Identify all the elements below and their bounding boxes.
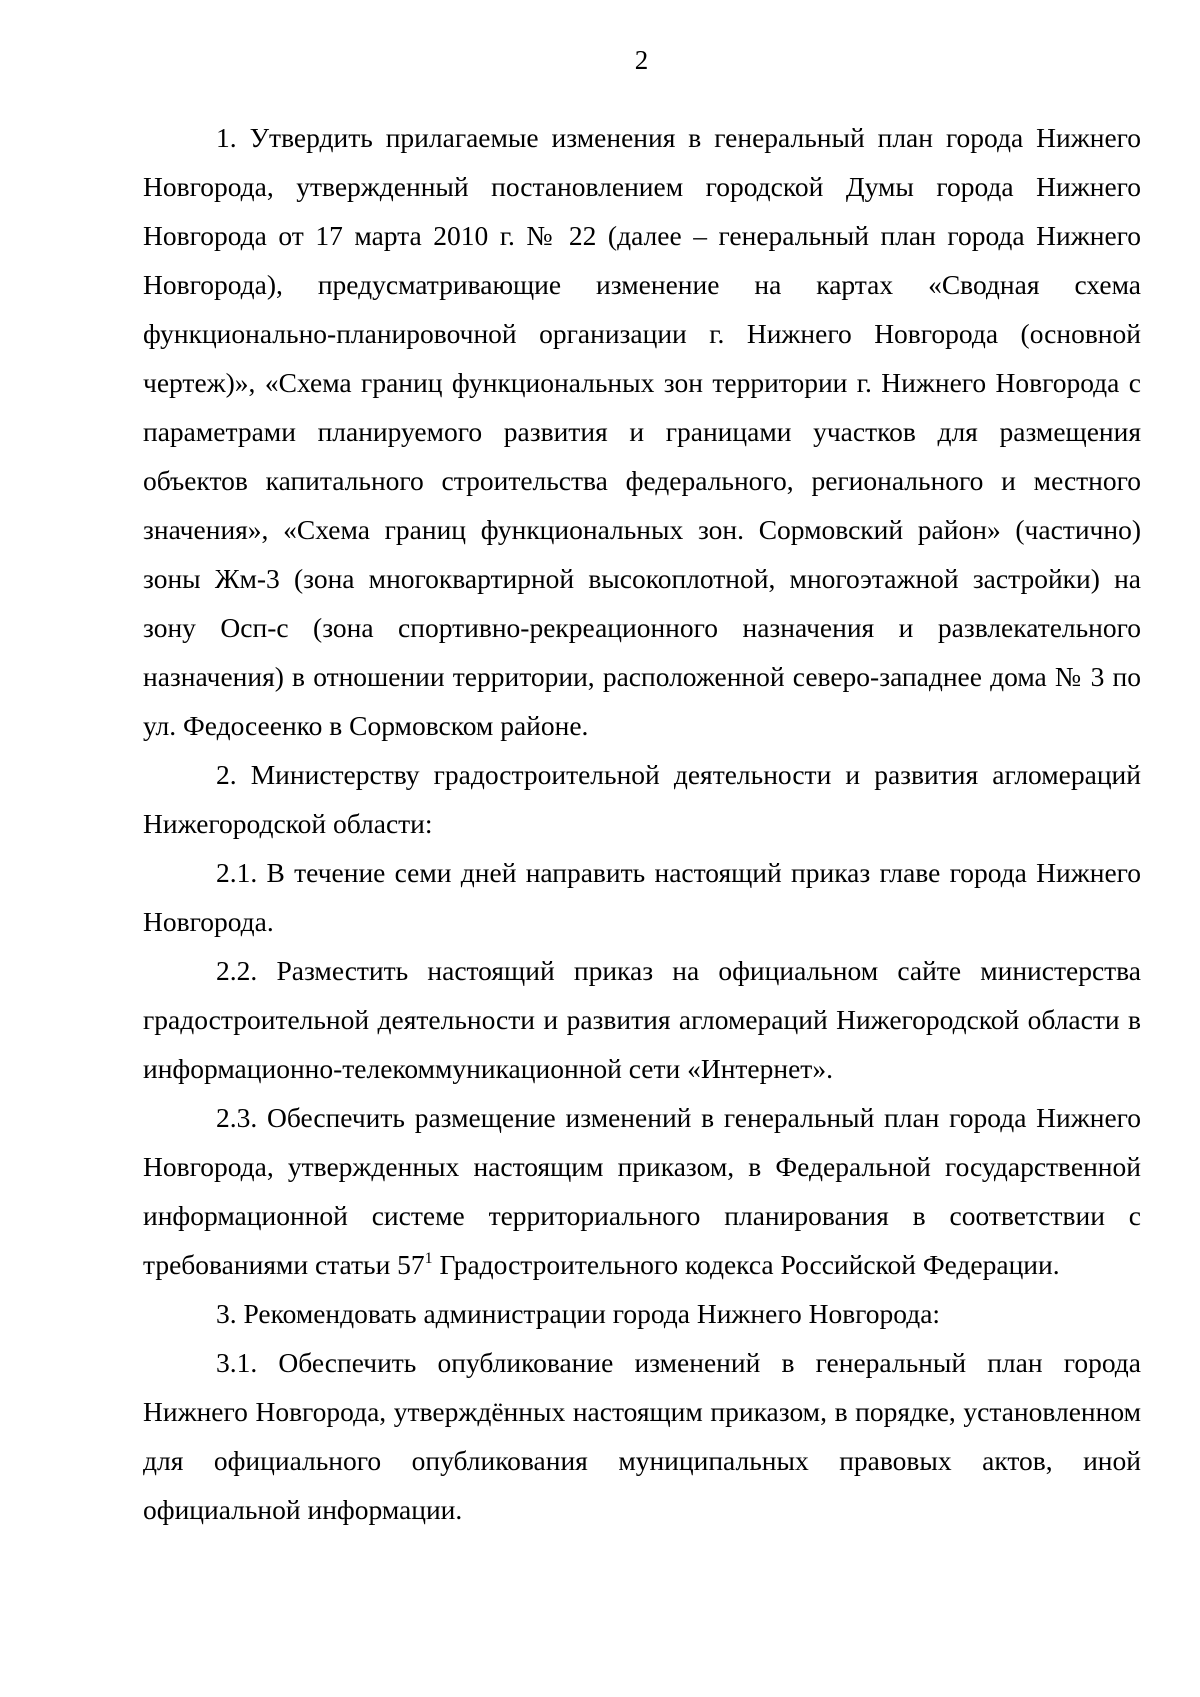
document-body: [143, 113, 1141, 1534]
paragraph-3-1: 3.1. Обеспечить опубликование изменений в генеральный план города Нижнего Новгорода, утверждённых настоящим приказом, в порядке, установленном для официального опубликования муниципальных правовых актов, иной официальной информации.: [143, 1347, 1141, 1525]
page-number: 2: [634, 45, 649, 75]
paragraph-2-3: [143, 1093, 1141, 1289]
paragraph-1: 1. Утвердить прилагаемые изменения в генеральный план города Нижнего Новгорода, утвержденный постановлением городской Думы города Нижнего Новгорода от 17 марта 2010 г. № 22 (далее – генеральный план города Нижнего Новгорода), предусматривающие изменение на картах «Сводная схема функционально-планировочной организации г. Нижнего Новгорода (основной чертеж)», «Схема границ функциональных зон территории г. Нижнего Новгорода с параметрами планируемого развития и границами участков для размещения объектов капитального строительства федерального, регионального и местного значения», «Схема границ функциональных зон. Сормовский район» (частично) зоны Жм-3 (зона многоквартирной высокоплотной, многоэтажной застройки) на зону Осп-с (зона спортивно-рекреационного назначения и развлекательного назначения) в отношении территории, расположенной северо-западнее дома № 3 по ул. Федосеенко в Сормовском районе.: [143, 122, 1141, 741]
article-superscript: 1: [424, 1250, 433, 1267]
paragraph-3: 3. Рекомендовать администрации города Нижнего Новгорода:: [216, 1298, 941, 1329]
paragraph-2-2: 2.2. Разместить настоящий приказ на официальном сайте министерства градостроительной деятельности и развития агломераций Нижегородской области в информационно-телекоммуникационной сети «Интернет».: [143, 955, 1141, 1084]
paragraph-2-3-text-before: 2.3. Обеспечить размещение изменений в генеральный план города Нижнего Новгорода, утвержденных настоящим приказом, в Федеральной государственной информационной системе территориального планирования в соответствии с требованиями статьи 57: [143, 1102, 1141, 1280]
paragraph-2-1: 2.1. В течение семи дней направить настоящий приказ главе города Нижнего Новгорода.: [143, 857, 1141, 937]
paragraph-2: 2. Министерству градостроительной деятельности и развития агломераций Нижегородской области:: [143, 759, 1141, 839]
paragraph-2-3-text-after: Градостроительного кодекса Российской Федерации.: [432, 1249, 1060, 1280]
